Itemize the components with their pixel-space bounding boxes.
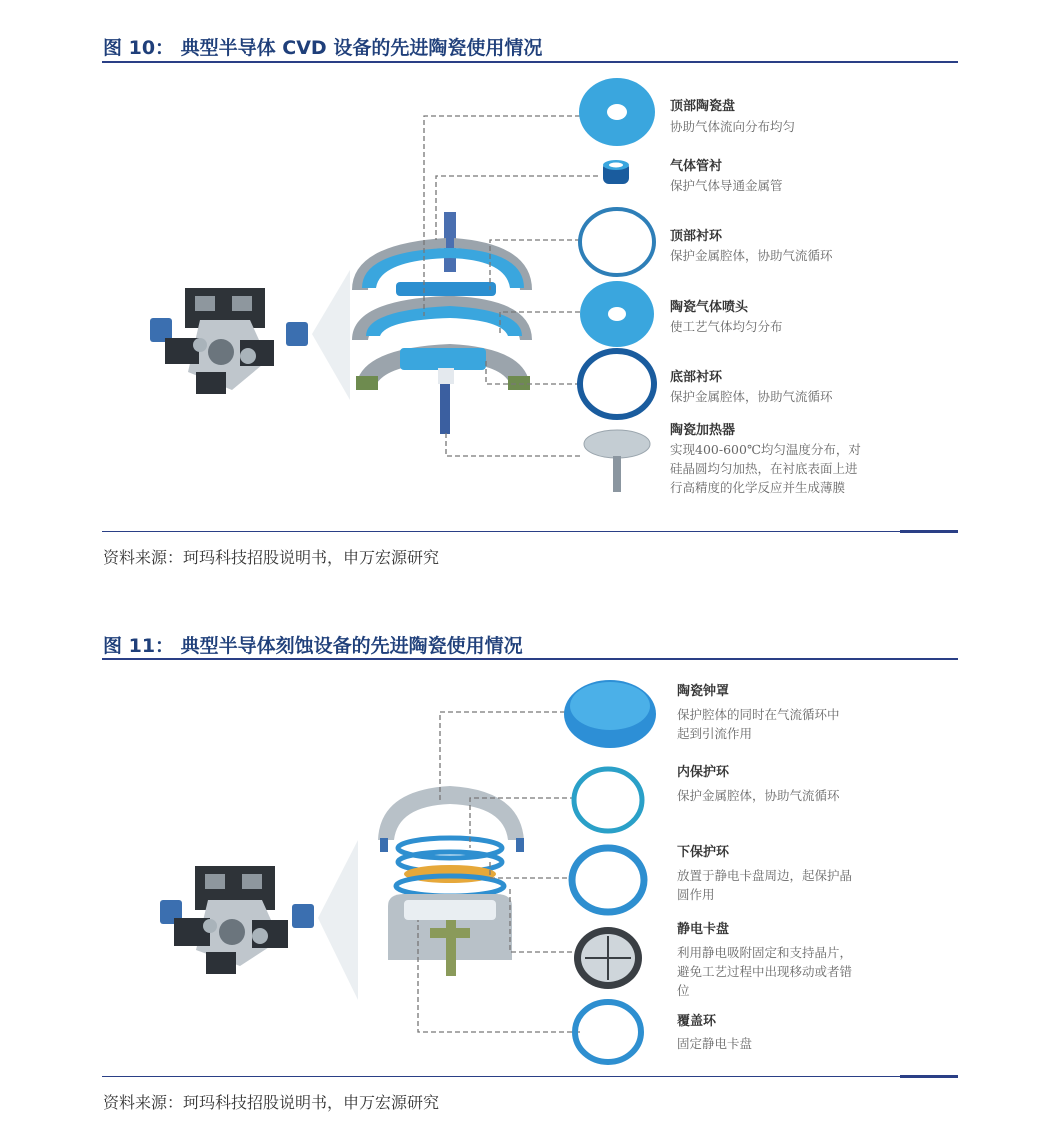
part-title-ceramic-gas-showerhead: 陶瓷气体喷头	[670, 300, 749, 315]
part-desc-top-ceramic-disc: 协助气体流向分布均匀	[670, 119, 796, 134]
part-title-ceramic-heater: 陶瓷加热器	[670, 423, 736, 438]
figure-11-title: 图 11： 典型半导体刻蚀设备的先进陶瓷使用情况	[103, 635, 523, 657]
cover-ring-icon	[575, 1002, 641, 1062]
top-liner-ring-icon	[580, 209, 654, 275]
ceramic-gas-showerhead-icon	[580, 281, 654, 347]
etch-chamber-cutaway	[378, 786, 524, 976]
top-ceramic-disc-icon	[579, 78, 655, 146]
part-desc-inner-protective-ring: 保护金属腔体，协助气流循环	[677, 788, 840, 803]
part-title-top-liner-ring: 顶部衬环	[670, 229, 723, 244]
lower-protective-ring-icon	[572, 848, 644, 912]
part-title-inner-protective-ring: 内保护环	[677, 765, 730, 780]
part-title-lower-protective-ring: 下保护环	[677, 845, 730, 860]
part-desc-electrostatic-chuck: 利用静电吸附固定和支持晶片，避免工艺过程中出现移动或者错位	[677, 945, 853, 998]
part-title-electrostatic-chuck: 静电卡盘	[677, 922, 730, 937]
bottom-liner-ring-icon	[580, 351, 654, 417]
part-desc-top-liner-ring: 保护金属腔体，协助气流循环	[670, 248, 833, 263]
part-title-gas-pipe-liner: 气体管衬	[670, 159, 723, 174]
figure-10-source: 资料来源：珂玛科技招股说明书，申万宏源研究	[103, 548, 440, 567]
cvd-diagram	[0, 0, 1057, 540]
part-desc-ceramic-heater: 实现400-600℃均匀温度分布，对硅晶圆均匀加热，在衬底表面上进行高精度的化学反应并生成薄膜	[670, 442, 861, 495]
part-title-top-ceramic-disc: 顶部陶瓷盘	[670, 99, 736, 114]
part-desc-bottom-liner-ring: 保护金属腔体，协助气流循环	[670, 389, 833, 404]
figure-10-title: 图 10： 典型半导体 CVD 设备的先进陶瓷使用情况	[103, 37, 543, 59]
part-title-bottom-liner-ring: 底部衬环	[670, 370, 723, 385]
part-desc-ceramic-gas-showerhead: 使工艺气体均匀分布	[670, 319, 783, 334]
part-desc-lower-protective-ring: 放置于静电卡盘周边，起保护晶圆作用	[677, 868, 853, 902]
electrostatic-chuck-icon	[574, 927, 642, 989]
part-desc-ceramic-bell-jar: 保护腔体的同时在气流循环中起到引流作用	[677, 707, 840, 741]
inner-protective-ring-icon	[574, 769, 642, 831]
figure-11-source: 资料来源：珂玛科技招股说明书，申万宏源研究	[103, 1093, 440, 1112]
cvd-machine-image	[150, 288, 308, 394]
cvd-chamber-cutaway	[352, 212, 532, 434]
part-desc-cover-ring: 固定静电卡盘	[677, 1036, 753, 1051]
figure-11-bottom-rule	[102, 1076, 958, 1077]
ceramic-heater-icon	[584, 430, 650, 492]
part-title-ceramic-bell-jar: 陶瓷钟罩	[677, 684, 730, 699]
gas-pipe-liner-icon	[603, 160, 629, 184]
etch-diagram	[0, 660, 1057, 1080]
etch-machine-image	[160, 866, 314, 974]
part-title-cover-ring: 覆盖环	[677, 1014, 717, 1029]
ceramic-bell-jar-icon	[564, 680, 656, 748]
part-desc-gas-pipe-liner: 保护气体导通金属管	[670, 178, 783, 193]
figure-10-bottom-rule	[102, 531, 958, 532]
